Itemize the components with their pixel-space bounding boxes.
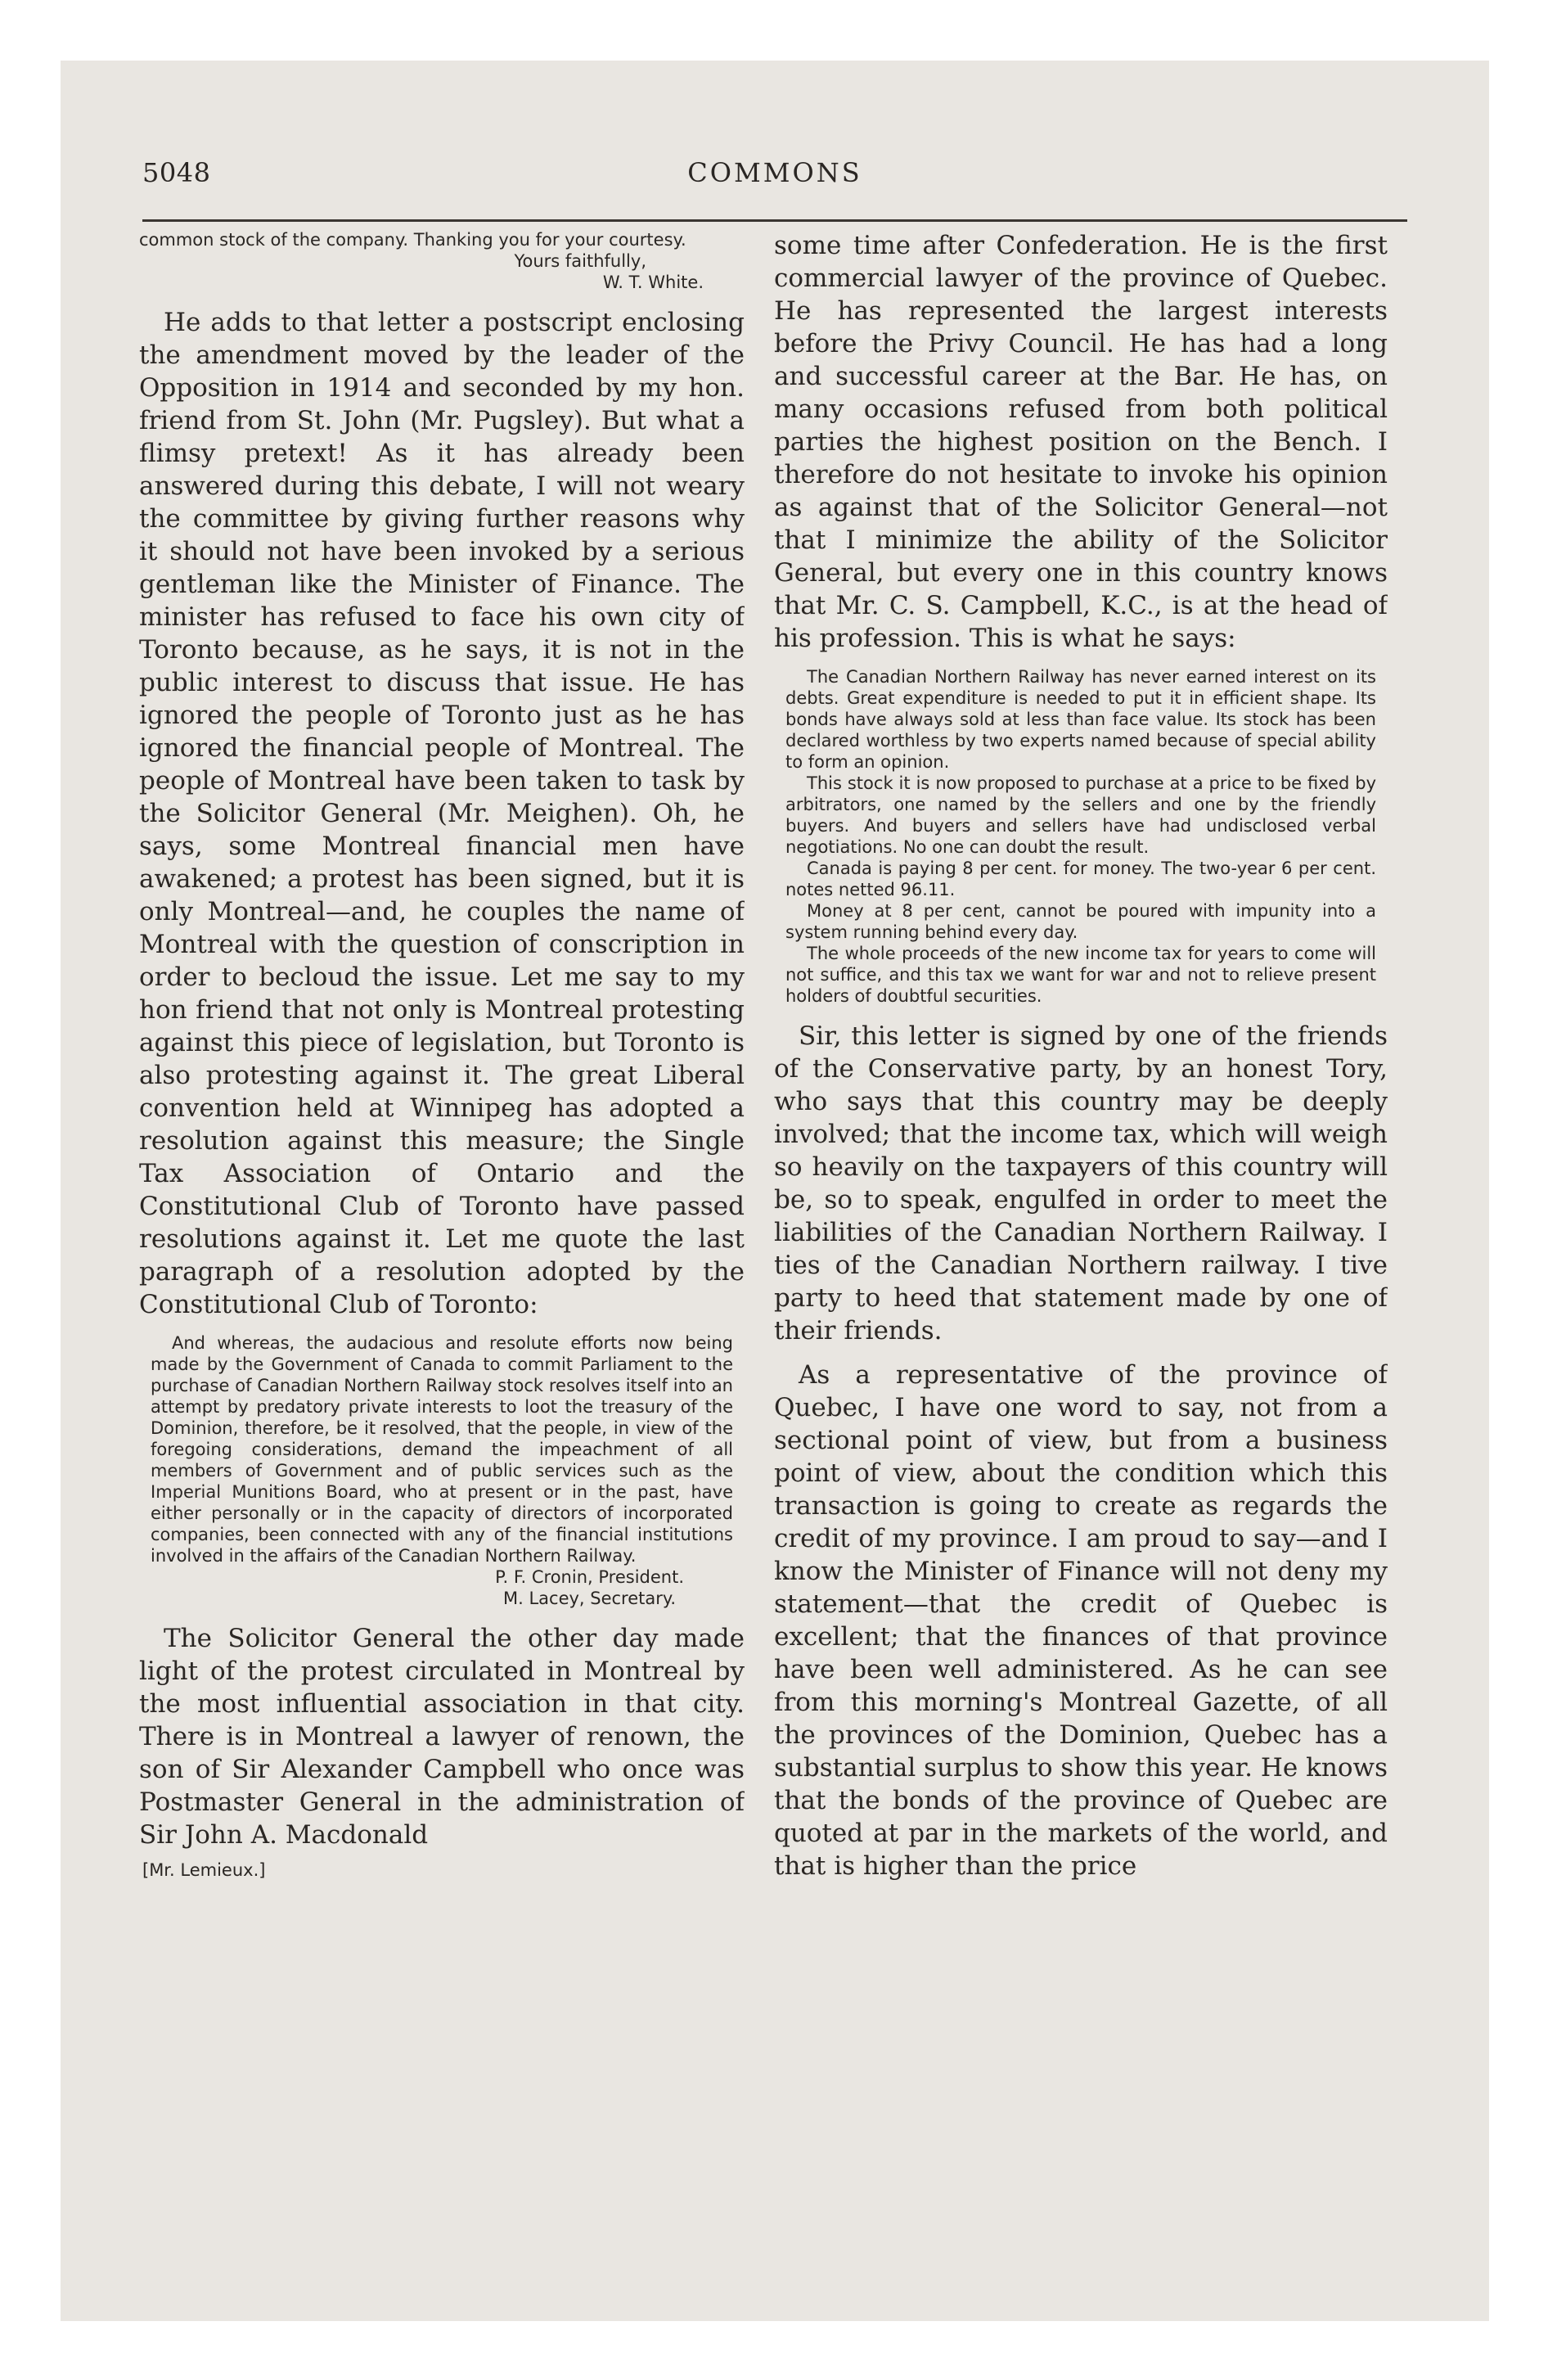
letter-signature: W. T. White.	[602, 273, 704, 292]
quote-paragraph-5: The whole proceeds of the new income tax for years to come will not suffice, and this tax we want for war and not to relieve present holders of doubtful securities.	[785, 944, 1376, 1006]
right-paragraph-3: As a representative of the province of Quebec, I have one word to say, not from a sectional point of view, but from a business point of view, about the condition which this transaction is going to create as regards the credit of my province. I am proud to say—and I know the Minister of Finance will not deny my statement—that the credit of Quebec is excellent; that the finances of that province have been well administered. As he can see from this morning's Montreal Gazette, of all the provinces of the Dominion, Quebec has a substantial surplus to show this year. He knows that the bonds of the province of Quebec are quoted at par in the markets of the world, and that is higher than the price	[774, 1360, 1388, 1881]
left-paragraph-2: The Solicitor General the other day made light of the protest circulated in Montreal by the most influential association in that city. There is in Montreal a lawyer of renown, the son of Sir Alexander Campbell who once was Postmaster General in the administration of Sir John A. Macdonald	[139, 1624, 745, 1850]
campbell-quote	[774, 666, 1388, 1007]
quote-paragraph-1: The Canadian Northern Railway has never earned interest on its debts. Great expenditure is needed to put it in efficient shape. Its bonds have always sold at less than face value. Its stock has been declared worthless by two experts named because of special ability to form an opinion.	[785, 667, 1376, 772]
document-page	[61, 61, 1489, 2321]
right-paragraph-1: some time after Confederation. He is the first commercial lawyer of the province of Quebec. He has represented the largest interests before the Privy Council. He has had a long and successful career at the Bar. He has, on many occasions refused from both political parties the highest position on the Bench. I therefore do not hesitate to invoke his opinion as against that of the Solicitor General—not that I minimize the ability of the Solicitor General, but every one in this country knows that Mr. C. S. Campbell, K.C., is at the head of his profession. This is what he says:	[774, 231, 1388, 653]
quote-paragraph-4: Money at 8 per cent, cannot be poured with impunity into a system running behind every day.	[785, 901, 1376, 942]
page-number: 5048	[142, 157, 211, 188]
right-paragraph-2: Sir, this letter is signed by one of the friends of the Conservative party, by an honest Tory, who says that this country may be deeply involved; that the income tax, which will weigh so heavily on the taxpayers of this country will be, so to speak, engulfed in order to meet the liabilities of the Canadian Northern Railway. I ties of the Canadian Northern railway. I tive party to heed that statement made by one of their friends.	[774, 1021, 1388, 1346]
signatory-president: P. F. Cronin, President.	[495, 1567, 684, 1587]
speaker-attribution: [Mr. Lemieux.]	[142, 1860, 266, 1880]
right-column	[774, 229, 1388, 2272]
resolution-text: And whereas, the audacious and resolute efforts now being made by the Government of Canada to commit Parliament to the purchase of Canadian Northern Railway stock resolves itself into an attempt by predatory private interests to loot the treasury of the Dominion, therefore, be it resolved, that the people, in view of the foregoing considerations, demand the impeachment of all members of Government and of public services such as the Imperial Munitions Board, who at present or in the past, have either personally or in the capacity of directors of incorporated companies, been connected with any of the financial institutions involved in the affairs of the Canadian Northern Railway.	[151, 1333, 733, 1566]
left-paragraph-1: He adds to that letter a postscript enclosing the amendment moved by the leader of the Opposition in 1914 and seconded by my hon. friend from St. John (Mr. Pugsley). But what a flimsy pretext! As it has already been answered during this debate, I will not weary the committee by giving further reasons why it should not have been invoked by a serious gentleman like the Minister of Finance. The minister has refused to face his own city of Toronto because, as he says, it is not in the public interest to discuss that issue. He has ignored the people of Toronto just as he has ignored the financial people of Montreal. The people of Montreal have been taken to task by the Solicitor General (Mr. Meighen). Oh, he says, some Montreal financial men have awakened; a protest has been signed, but it is only Montreal—and, he couples the name of Montreal with the question of conscription in order to becloud the issue. Let me say to my hon friend that not only is Montreal protesting against this piece of legislation, but Toronto is also protesting against it. The great Liberal convention held at Winnipeg has adopted a resolution against this measure; the Single Tax Association of Ontario and the Constitutional Club of Toronto have passed resolutions against it. Let me quote the last paragraph of a resolution adopted by the Constitutional Club of Toronto:	[139, 308, 745, 1319]
signatory-secretary: M. Lacey, Secretary.	[502, 1589, 676, 1608]
spacer	[139, 293, 745, 306]
left-column	[139, 229, 745, 2272]
quote-paragraph-2: This stock it is now proposed to purchase at a price to be fixed by arbitrators, one named by the sellers and one by the friendly buyers. And buyers and sellers have had undisclosed verbal negotiations. No one can doubt the result.	[785, 773, 1376, 857]
quote-paragraph-3: Canada is paying 8 per cent. for money. The two-year 6 per cent. notes netted 96.11.	[785, 859, 1376, 899]
resolution-quote	[139, 1332, 745, 1609]
letter-ending: common stock of the company. Thanking you for your courtesy.	[139, 230, 686, 250]
running-head: COMMONS	[687, 157, 862, 188]
header-rule	[142, 219, 1407, 222]
page-header	[142, 157, 1407, 206]
letter-closing: Yours faithfully,	[514, 251, 646, 271]
